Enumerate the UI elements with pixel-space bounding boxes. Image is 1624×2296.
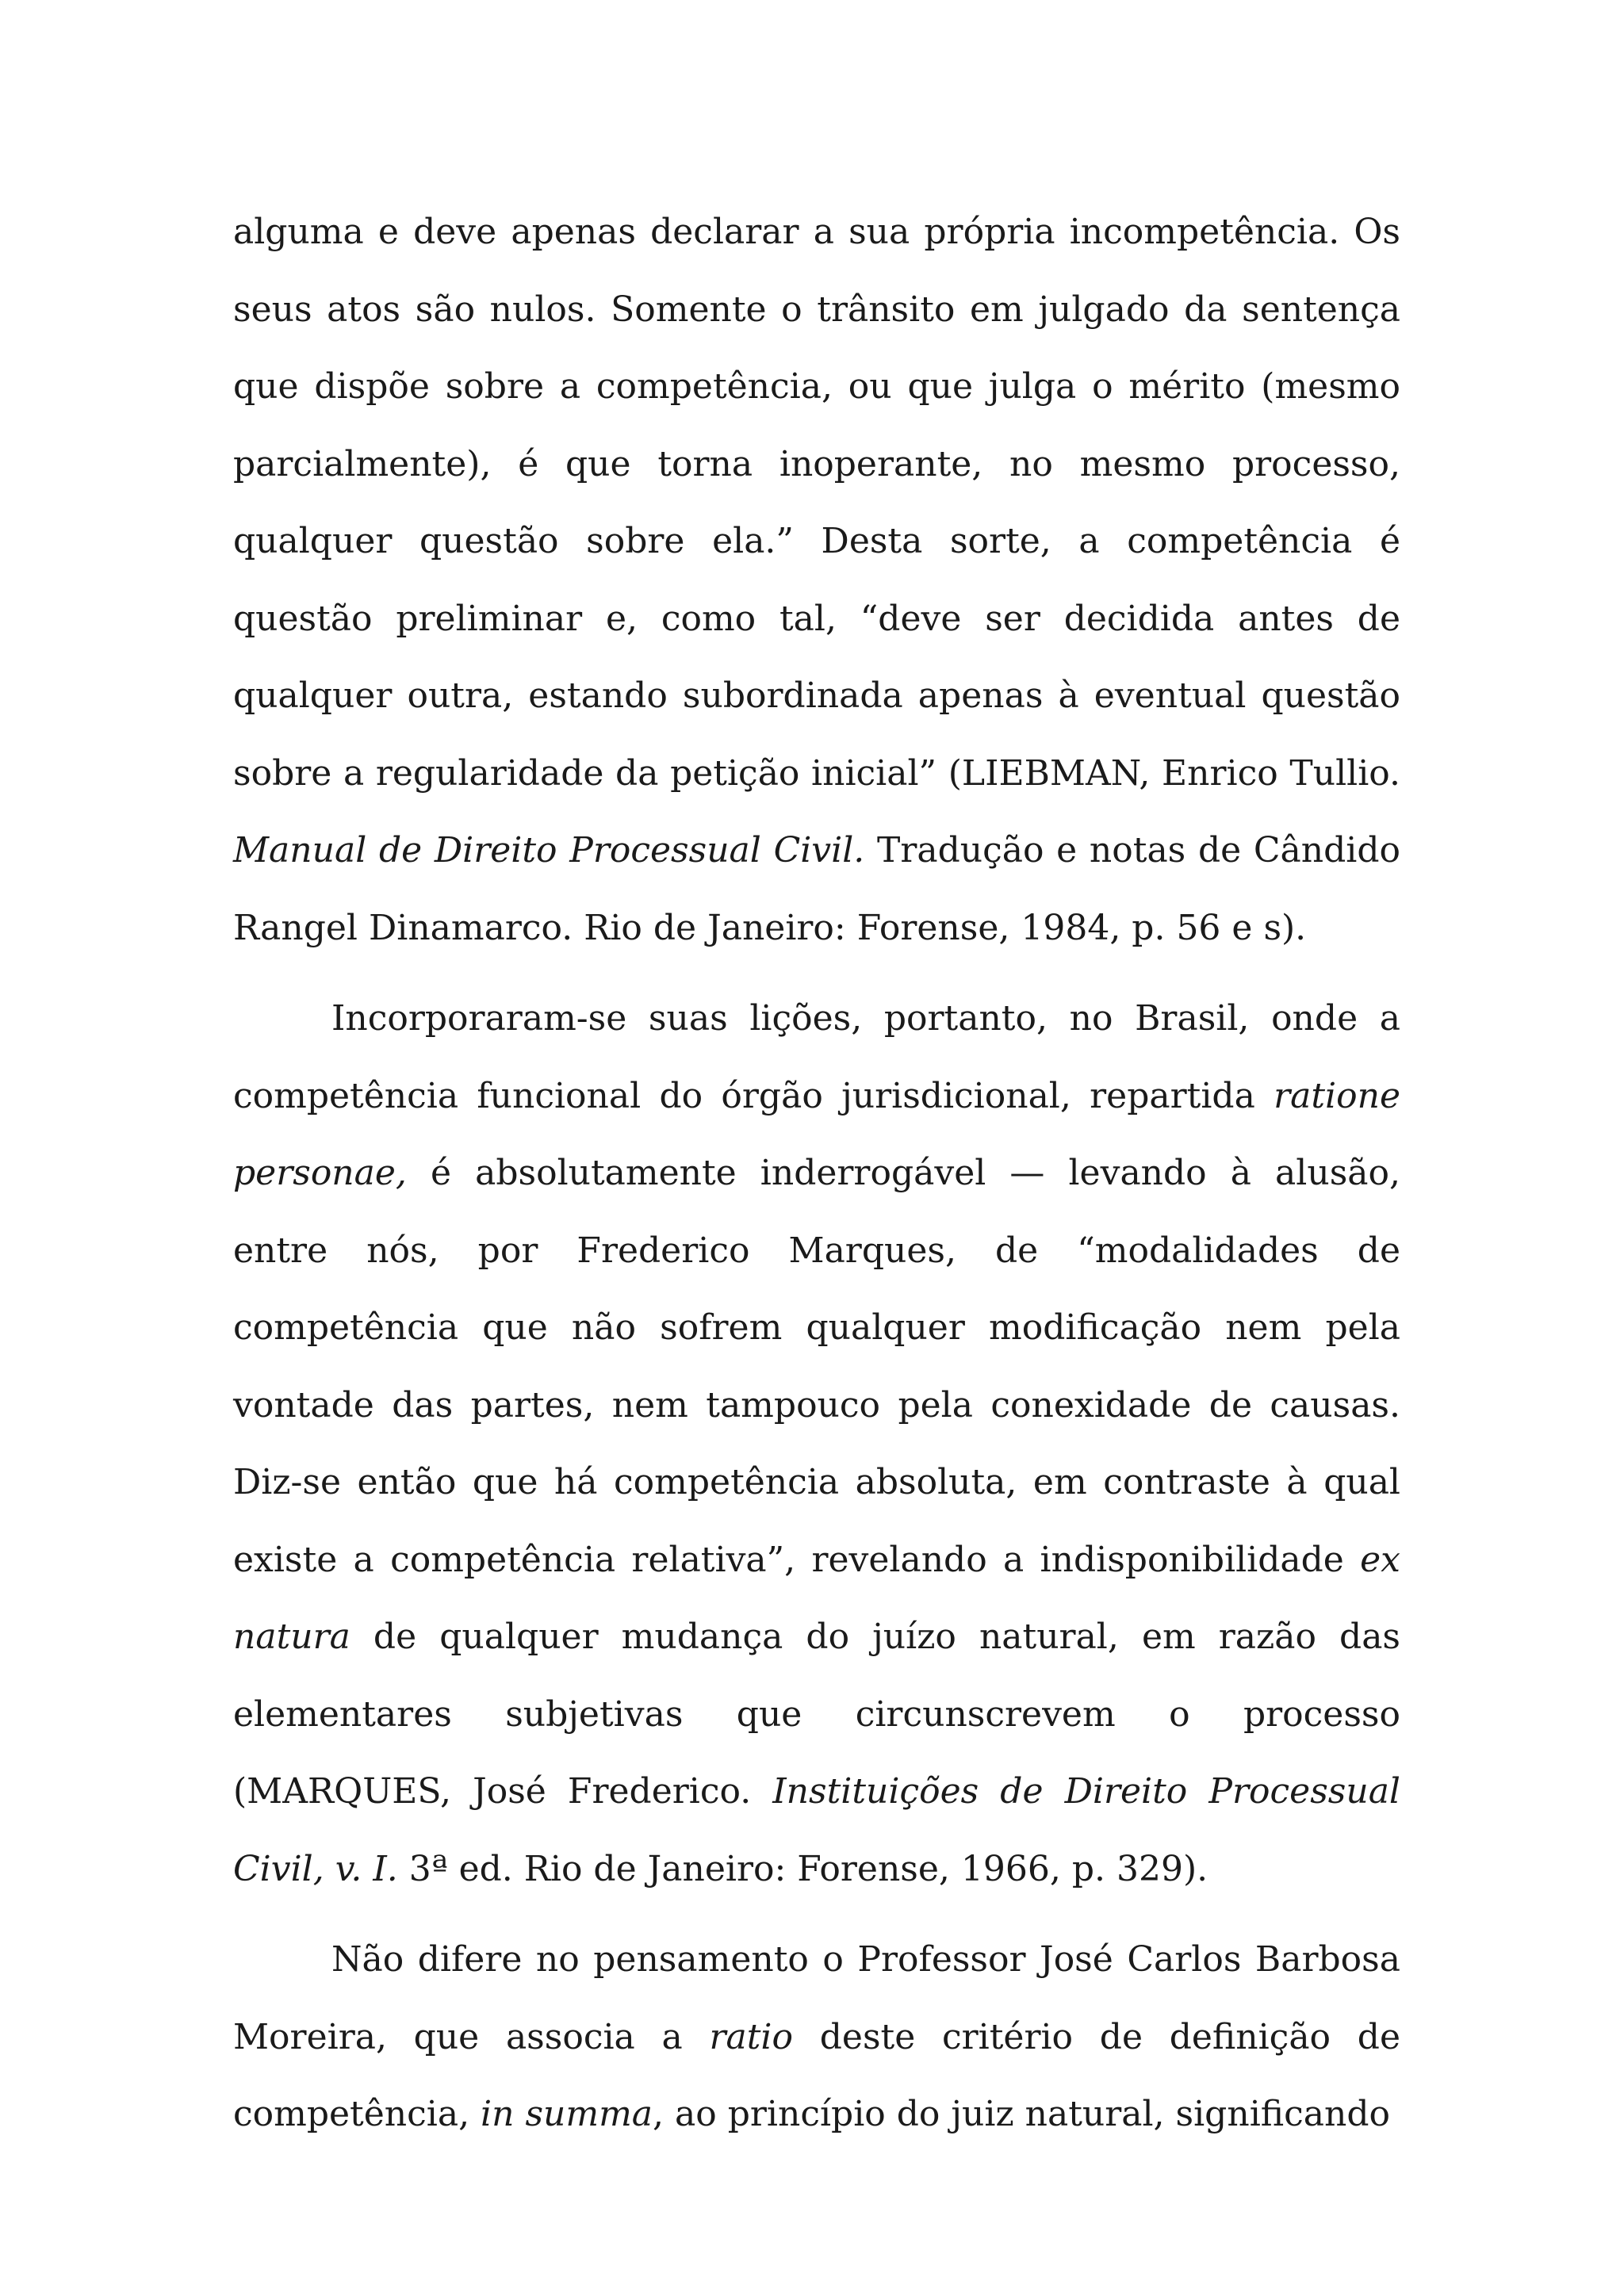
paragraph-1-text-2: Tradução e notas de Cândido Rangel Dinamarco. Rio de Janeiro: Forense, 1984, p. 56 e s). <box>233 830 1400 948</box>
paragraph-2-italic-title: Instituições de Direito Processual Civil, v. I. <box>233 1771 1401 1889</box>
paragraph-3-text-3: , ao princípio do juiz natural, significando <box>653 2094 1390 2134</box>
paragraph-3-italic-term-2: in summa <box>481 2094 653 2134</box>
paragraph-3 <box>233 1921 1400 2153</box>
paragraph-1 <box>233 193 1400 966</box>
paragraph-1-italic-title: Manual de Direito Processual Civil. <box>233 830 865 871</box>
document-page <box>233 193 1400 2153</box>
paragraph-2-text-4: 3ª ed. Rio de Janeiro: Forense, 1966, p. 329). <box>397 1848 1208 1889</box>
paragraph-1-text-1: alguma e deve apenas declarar a sua própria incompetência. Os seus atos são nulos. Somente o trânsito em julgado da sentença que dispõe sobre a competência, ou que julga o mérito (mesmo parcialmente), é que torna inoperante, no mesmo processo, qualquer questão sobre ela.” Desta sorte, a competência é questão preliminar e, como tal, “deve ser decidida antes de qualquer outra, estando subordinada apenas à eventual questão sobre a regularidade da petição inicial” (LIEBMAN, Enrico Tullio. <box>233 212 1400 794</box>
paragraph-2 <box>233 980 1400 1908</box>
paragraph-2-italic-term-2: ex natura <box>233 1539 1400 1657</box>
paragraph-3-italic-term-1: ratio <box>709 2016 793 2057</box>
paragraph-3-text-2: deste critério de definição de competência, <box>233 2016 1400 2134</box>
paragraph-2-italic-term-1: ratione personae, <box>233 1075 1400 1193</box>
paragraph-2-text-2: é absolutamente inderrogável — levando à alusão, entre nós, por Frederico Marques, de “modalidades de competência que não sofrem qualquer modificação nem pela vontade das partes, nem tampouco pela conexidade de causas. Diz-se então que há competência absoluta, em contraste à qual existe a competência relativa”, revelando a indisponibilidade <box>233 1153 1400 1580</box>
paragraph-2-text-1: Incorporaram-se suas lições, portanto, no Brasil, onde a competência funcional do órgão jurisdicional, repartida <box>233 998 1400 1116</box>
paragraph-3-text-1: Não difere no pensamento o Professor José Carlos Barbosa Moreira, que associa a <box>233 1939 1400 2057</box>
paragraph-2-text-3: de qualquer mudança do juízo natural, em razão das elementares subjetivas que circunscrevem o processo (MARQUES, José Frederico. <box>233 1617 1400 1812</box>
